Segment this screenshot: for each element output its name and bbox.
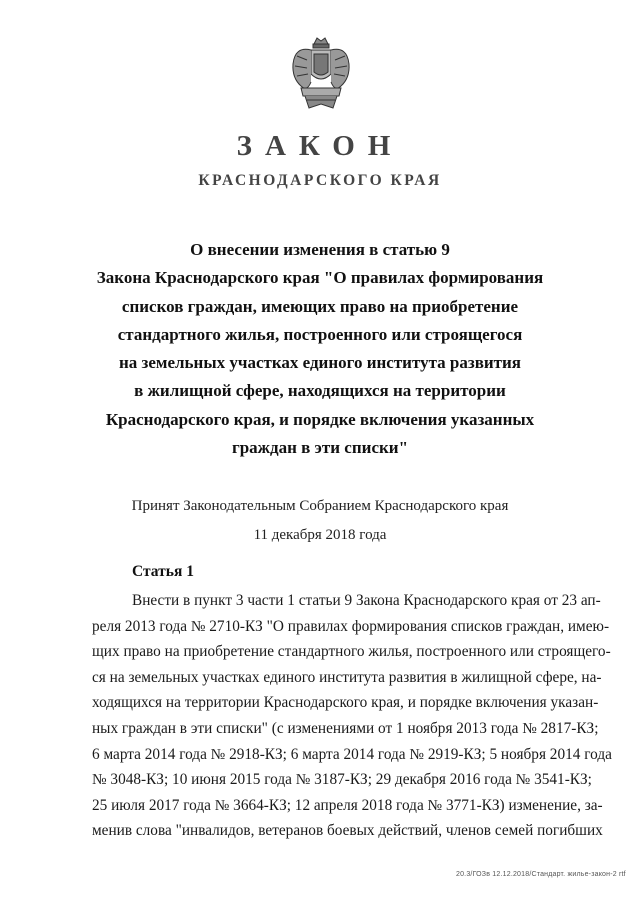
body-line: менив слова "инвалидов, ветеранов боевых действий, членов семей погибших — [92, 822, 603, 840]
article-body — [92, 588, 612, 844]
law-heading — [90, 236, 550, 462]
body-line: щих право на приобретение стандартного жилья, построенного или строящего- — [92, 643, 611, 661]
heading-line: Закона Краснодарского края "О правилах формирования — [96, 268, 544, 288]
body-line: 25 июля 2017 года № 3664-КЗ; 12 апреля 2018 года № 3771-КЗ) изменение, за- — [92, 796, 603, 814]
coat-of-arms-icon — [287, 34, 355, 114]
law-subtitle: КРАСНОДАРСКОГО КРАЯ — [198, 172, 442, 189]
body-line: ных граждан в эти списки" (с изменениями от 1 ноября 2013 года № 2817-КЗ; — [92, 719, 599, 737]
adoption-note — [0, 492, 640, 550]
heading-line: списков граждан, имеющих право на приобретение — [121, 296, 519, 316]
heading-line: О внесении изменения в статью 9 — [190, 240, 450, 259]
heading-line: на земельных участках единого института развития — [118, 353, 522, 373]
article-title: Статья 1 — [132, 563, 194, 580]
law-title: ЗАКОН — [236, 130, 404, 162]
heading-line: Краснодарского края, и порядке включения указанных — [105, 409, 535, 429]
heading-line: стандартного жилья, построенного или строящегося — [117, 324, 523, 344]
body-line: ходящихся на территории Краснодарского края, и порядке включения указан- — [92, 694, 599, 712]
adoption-body: Принят Законодательным Собранием Краснодарского края — [131, 498, 509, 514]
body-line: № 3048-КЗ; 10 июня 2015 года № 3187-КЗ; 29 декабря 2016 года № 3541-КЗ; — [92, 771, 592, 789]
file-path-footer: 20.3/ГОЗв 12.12.2018/Стандарт. жилье-закон-2 rtf — [456, 871, 626, 878]
body-line: Внести в пункт 3 части 1 статьи 9 Закона Краснодарского края от 23 ап- — [132, 592, 601, 609]
body-line: 6 марта 2014 года № 2918-КЗ; 6 марта 2014 года № 2919-КЗ; 5 ноября 2014 года — [92, 745, 612, 763]
adoption-date: 11 декабря 2018 года — [253, 527, 387, 543]
body-line: ся на земельных участках единого института развития в жилищной сфере, на- — [92, 668, 602, 686]
heading-line: граждан в эти списки" — [231, 438, 409, 458]
heading-line: в жилищной сфере, находящихся на территории — [134, 381, 506, 401]
body-line: реля 2013 года № 2710-КЗ "О правилах формирования списков граждан, имею- — [92, 617, 610, 635]
